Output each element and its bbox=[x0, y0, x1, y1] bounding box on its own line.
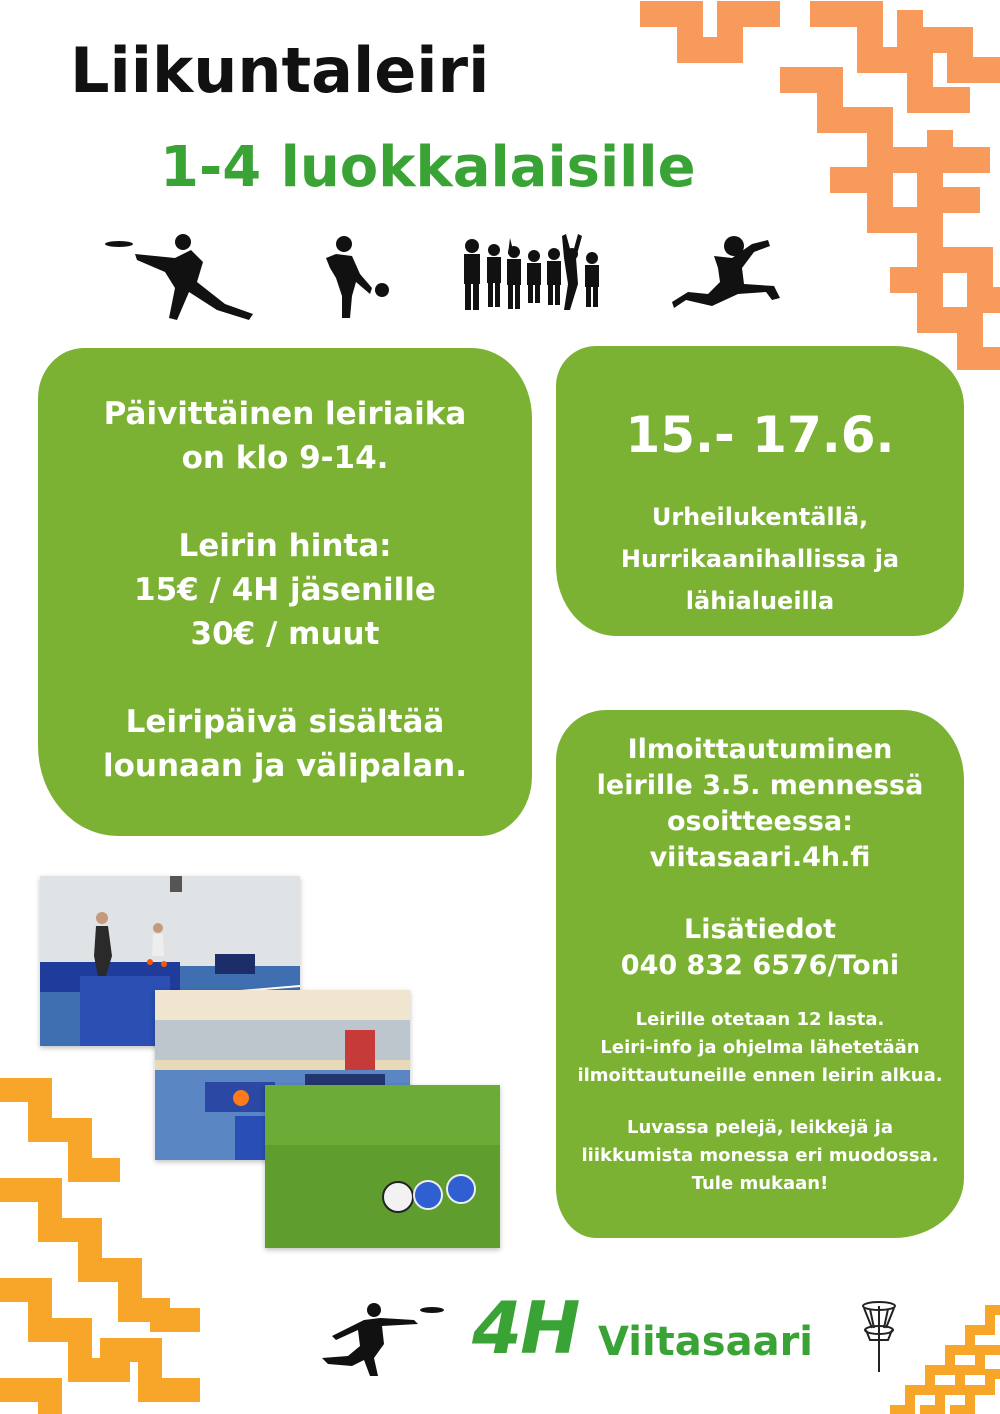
signup-line2: leirille 3.5. mennessä bbox=[596, 770, 924, 801]
note2-line1: Luvassa pelejä, leikkejä ja bbox=[626, 1117, 893, 1138]
logo-text: Viitasaari bbox=[598, 1319, 814, 1365]
signup-website: viitasaari.4h.fi bbox=[649, 842, 871, 873]
signup-box bbox=[556, 710, 964, 1238]
more-info-title: Lisätiedot bbox=[683, 914, 836, 945]
4h-logo: 4H bbox=[472, 1286, 579, 1370]
note1-line3: ilmoittautuneille ennen leirin alkua. bbox=[577, 1065, 943, 1086]
camp-info-box bbox=[38, 348, 532, 836]
signup-line1: Ilmoittautuminen bbox=[627, 734, 893, 765]
price-members: 15€ / 4H jäsenille bbox=[134, 572, 436, 608]
location-line1: Urheilukentällä, bbox=[651, 503, 869, 531]
frisbee-thrower-icon bbox=[105, 232, 255, 322]
page-subtitle: 1-4 luokkalaisille bbox=[160, 135, 696, 200]
price-others: 30€ / muut bbox=[190, 616, 380, 652]
date-location-box bbox=[556, 346, 964, 636]
soccer-balls-photo bbox=[265, 1085, 500, 1248]
page-title: Liikuntaleiri bbox=[70, 34, 490, 107]
includes-line2: lounaan ja välipalan. bbox=[103, 748, 467, 784]
camp-location bbox=[556, 496, 964, 622]
frisbee-thrower-icon bbox=[318, 1300, 444, 1376]
note2-line3: Tule mukaan! bbox=[691, 1173, 829, 1194]
camp-time-line1: Päivittäinen leiriaika bbox=[103, 396, 467, 432]
price-title: Leirin hinta: bbox=[178, 528, 392, 564]
camp-time-line2: on klo 9-14. bbox=[181, 440, 389, 476]
leaping-runner-icon bbox=[672, 234, 782, 316]
jumping-group-icon bbox=[458, 234, 602, 314]
disc-golf-basket-icon bbox=[858, 1300, 900, 1372]
note2-line2: liikkumista monessa eri muodossa. bbox=[581, 1145, 939, 1166]
note1-line1: Leirille otetaan 12 lasta. bbox=[635, 1009, 885, 1030]
location-line2: Hurrikaanihallissa ja bbox=[620, 545, 900, 573]
contact-phone: 040 832 6576/Toni bbox=[620, 950, 900, 981]
includes-line1: Leiripäivä sisältää bbox=[125, 704, 445, 740]
camp-dates: 15.- 17.6. bbox=[625, 406, 895, 464]
signup-line3: osoitteessa: bbox=[666, 806, 854, 837]
note1-line2: Leiri-info ja ohjelma lähetetään bbox=[600, 1037, 920, 1058]
soccer-kicker-icon bbox=[322, 234, 392, 320]
location-line3: lähialueilla bbox=[685, 587, 835, 615]
